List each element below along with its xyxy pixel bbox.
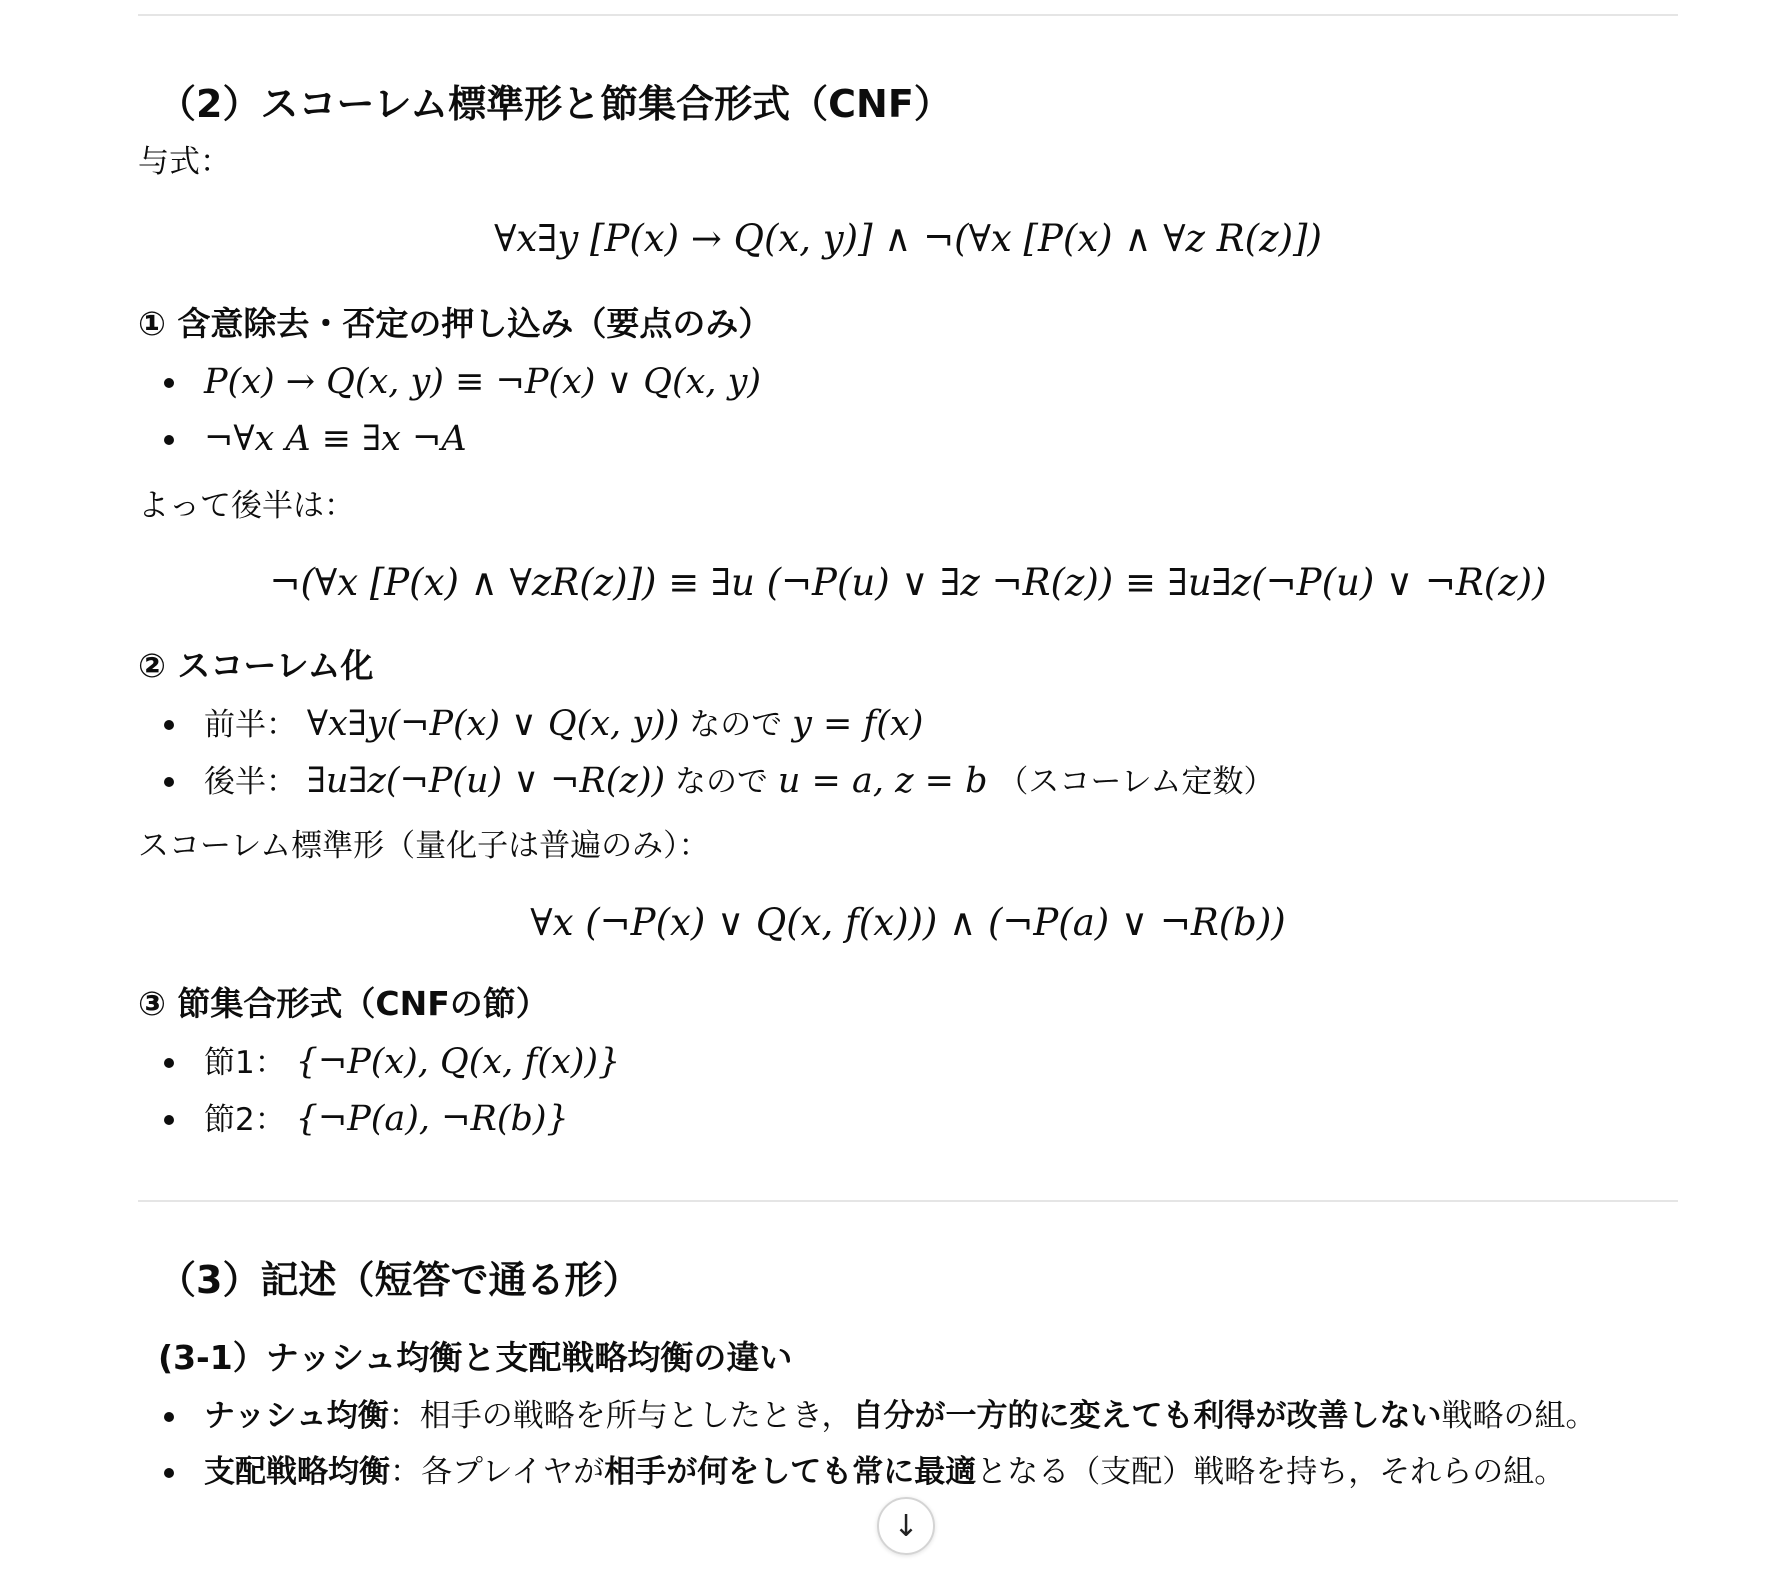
body-text: 相手の戦略を所与としたとき， [419,1398,853,1434]
normal-form-formula: ∀x (¬P(x) ∨ Q(x, f(x))) ∧ (¬P(a) ∨ ¬R(b)) [530,901,1286,944]
body-text: 戦略の組。 [1441,1398,1597,1434]
step2-list [138,696,1678,810]
list-item [138,1388,1678,1444]
formula: ∀x∃y(¬P(x) ∨ Q(x, y)) [306,704,680,744]
connector-text: なので [675,764,769,800]
clause-list [138,1034,1678,1148]
body-text: となる（支配）戦略を持ち，それらの組。 [976,1454,1566,1490]
step2-heading: ② スコーレム化 [138,646,374,685]
list-item [138,1444,1678,1500]
item-label: 前半： [204,707,297,743]
note-text: （スコーレム定数） [997,764,1275,800]
scroll-to-bottom-button[interactable] [877,1497,935,1555]
step3-heading: ③ 節集合形式（CNFの節） [138,984,549,1023]
section3-heading: （3）記述（短答で通る形） [158,1258,641,1302]
clause-formula: {¬P(a), ¬R(b)} [295,1099,569,1139]
given-label: 与式： [138,144,231,180]
step1-heading: ① 含意除去・否定の押し込み（要点のみ） [138,304,772,343]
result-formula: y = f(x) [792,704,924,744]
document-content [138,0,1678,1500]
sub1-heading: (3-1）ナッシュ均衡と支配戦略均衡の違い [158,1338,793,1377]
normal-form-label: スコーレム標準形（量化子は普遍のみ）： [138,828,710,864]
arrow-down-icon: ↓ [893,1508,919,1544]
list-item [138,354,1678,411]
given-formula: ∀x∃y [P(x) → Q(x, y)] ∧ ¬(∀x [P(x) ∧ ∀z R(z)]) [494,217,1322,260]
equilibrium-list [138,1388,1678,1500]
term-dominant: 支配戦略均衡 [204,1454,390,1490]
term-nash: ナッシュ均衡 [204,1398,389,1434]
clause-label: 節2： [204,1102,286,1138]
step1-list [138,354,1678,468]
item-label: 後半： [204,764,297,800]
separator: ： [390,1454,421,1490]
section2-heading: （2）スコーレム標準形と節集合形式（CNF） [158,82,952,126]
rule-implication: P(x) → Q(x, y) ≡ ¬P(x) ∨ Q(x, y) [204,362,762,402]
separator: ： [388,1398,420,1434]
clause-formula: {¬P(x), Q(x, f(x))} [295,1042,621,1082]
list-item [138,411,1678,468]
body-text: 各プレイヤが [421,1454,605,1490]
emphasis-text: 相手が何をしても常に最適 [604,1454,977,1490]
latter-formula: ¬(∀x [P(x) ∧ ∀zR(z)]) ≡ ∃u (¬P(u) ∨ ∃z ¬R(z)) ≡ ∃u∃z(¬P(u) ∨ ¬R(z)) [269,561,1547,604]
list-item [138,696,1678,753]
rule-negation: ¬∀x A ≡ ∃x ¬A [204,419,467,459]
list-item [138,1091,1678,1148]
latter-label: よって後半は： [138,488,355,524]
list-item [138,753,1678,810]
list-item [138,1034,1678,1091]
connector-text: なので [689,707,783,743]
formula: ∃u∃z(¬P(u) ∨ ¬R(z)) [306,761,666,801]
result-formula: u = a, z = b [777,761,988,801]
clause-label: 節1： [204,1045,286,1081]
emphasis-text: 自分が一方的に変えても利得が改善しない [852,1398,1442,1434]
